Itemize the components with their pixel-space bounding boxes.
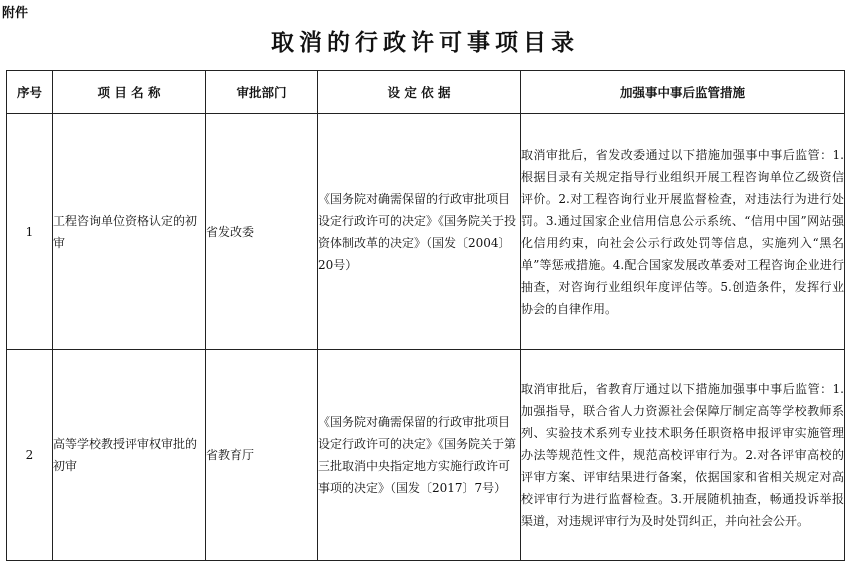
row-number: 2 — [7, 350, 53, 561]
header-no: 序号 — [7, 71, 53, 114]
legal-basis-doc: 《国务院关于投资体制改革的决定》（国发〔2004〕20号） — [318, 213, 517, 272]
catalog-table — [6, 70, 845, 561]
header-basis: 设 定 依 据 — [318, 71, 521, 114]
table-header-row — [7, 71, 845, 114]
approval-dept: 省教育厅 — [206, 350, 318, 561]
header-name: 项 目 名 称 — [53, 71, 206, 114]
legal-basis-doc: 《国务院对确需保留的行政审批项目设定行政许可的决定》 — [318, 415, 511, 451]
legal-basis-doc: 《国务院对确需保留的行政审批项目设定行政许可的决定》 — [318, 191, 511, 228]
row-number: 1 — [7, 114, 53, 350]
supervision-measures: 取消审批后，省发改委通过以下措施加强事中事后监管：1.根据目录有关规定指导行业组织开展工程咨询单位乙级资信评价。2.对工程咨询行业开展监督检查，对违法行为进行处罚。3.通过国家企业信用信息公示系统、“信用中国”网站强化信用约束，向社会公示行政处罚等信息，实施列入“黑名单”等惩戒措施。4.配合国家发展改革委对工程咨询企业进行抽查，对咨询行业组织年度评估等。5.创造条件，发挥行业协会的自律作用。 — [521, 114, 845, 350]
header-measures: 加强事中事后监管措施 — [521, 71, 845, 114]
table-row — [7, 350, 845, 561]
legal-basis-doc: 《国务院关于第三批取消中央指定地方实施行政许可事项的决定》（国发〔2017〕7号） — [318, 437, 517, 495]
legal-basis — [318, 350, 521, 561]
attachment-label: 附件 — [2, 6, 29, 21]
table-row — [7, 114, 845, 350]
supervision-measures: 取消审批后，省教育厅通过以下措施加强事中事后监管：1.加强指导，联合省人力资源社会保障厅制定高等学校教师系列、实验技术系列专业技术职务任职资格申报评审实施管理办法等规范性文件，规范高校评审行为。2.对各评审高校的评审方案、评审结果进行备案，依据国家和省相关规定对高校评审行为进行监督检查。3.开展随机抽查，畅通投诉举报渠道，对违规评审行为及时处罚纠正，并向社会公开。 — [521, 350, 845, 561]
page-title: 取消的行政许可事项目录 — [271, 29, 579, 56]
header-dept: 审批部门 — [206, 71, 318, 114]
item-name: 高等学校教授评审权审批的初审 — [53, 350, 206, 561]
legal-basis — [318, 114, 521, 350]
item-name: 工程咨询单位资格认定的初审 — [53, 114, 206, 350]
approval-dept: 省发改委 — [206, 114, 318, 350]
